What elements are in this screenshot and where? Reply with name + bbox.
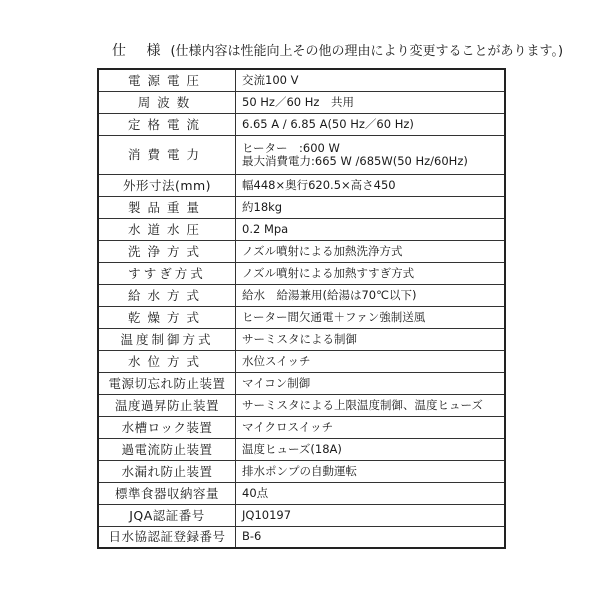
spec-label: 周波数: [98, 91, 236, 113]
spec-value: 水位スイッチ: [236, 350, 506, 372]
table-row: [98, 328, 505, 350]
table-row: [98, 504, 505, 526]
table-row: [98, 306, 505, 328]
table-row: [98, 69, 505, 91]
spec-title: 仕 様: [112, 43, 169, 59]
table-row: [98, 284, 505, 306]
table-row: [98, 91, 505, 113]
spec-value: ノズル噴射による加熱すすぎ方式: [236, 262, 506, 284]
spec-label: 温度制御方式: [98, 328, 236, 350]
spec-value: 排水ポンプの自動運転: [236, 460, 506, 482]
table-row: [98, 350, 505, 372]
spec-value: マイコン制御: [236, 372, 506, 394]
spec-label: 給水方式: [98, 284, 236, 306]
spec-label: 水漏れ防止装置: [98, 460, 236, 482]
table-row: [98, 526, 505, 548]
spec-value: 約18kg: [236, 196, 506, 218]
spec-value: 幅448×奥行620.5×高さ450: [236, 174, 506, 196]
spec-value: ヒーター間欠通電＋ファン強制送風: [236, 306, 506, 328]
table-row: [98, 113, 505, 135]
table-row: [98, 372, 505, 394]
table-row: [98, 196, 505, 218]
spec-value: 温度ヒューズ(18A): [236, 438, 506, 460]
spec-label: 標準食器収納容量: [98, 482, 236, 504]
spec-note: (仕様内容は性能向上その他の理由により変更することがあります。): [170, 44, 564, 59]
spec-label: 定格電流: [98, 113, 236, 135]
spec-value-line: 最大消費電力:665 W /685W(50 Hz/60Hz): [242, 153, 468, 168]
spec-label: JQA認証番号: [98, 504, 236, 526]
table-row: [98, 394, 505, 416]
spec-heading: [112, 40, 563, 60]
table-row: [98, 174, 505, 196]
spec-label: 水槽ロック装置: [98, 416, 236, 438]
spec-value: サーミスタによる制御: [236, 328, 506, 350]
table-row: [98, 438, 505, 460]
spec-value: B-6: [236, 526, 506, 548]
table-row: [98, 218, 505, 240]
table-row: [98, 460, 505, 482]
table-row: [98, 135, 505, 174]
spec-value-line: ヒーター :600 W: [242, 140, 340, 155]
spec-value: 0.2 Mpa: [236, 218, 506, 240]
spec-label: 電源電圧: [98, 69, 236, 91]
table-row: [98, 416, 505, 438]
spec-value: マイクロスイッチ: [236, 416, 506, 438]
spec-label: 乾燥方式: [98, 306, 236, 328]
spec-value: [236, 135, 506, 174]
spec-value: 40点: [236, 482, 506, 504]
spec-value: 6.65 A / 6.85 A(50 Hz／60 Hz): [236, 113, 506, 135]
spec-value: 交流100 V: [236, 69, 506, 91]
table-row: [98, 240, 505, 262]
spec-label: 水道水圧: [98, 218, 236, 240]
spec-table: [97, 68, 506, 549]
spec-value: 給水 給湯兼用(給湯は70℃以下): [236, 284, 506, 306]
spec-value: 50 Hz／60 Hz 共用: [236, 91, 506, 113]
spec-label: 温度過昇防止装置: [98, 394, 236, 416]
spec-value: ノズル噴射による加熱洗浄方式: [236, 240, 506, 262]
spec-value: JQ10197: [236, 504, 506, 526]
spec-label: 電源切忘れ防止装置: [98, 372, 236, 394]
spec-label: 外形寸法(mm): [98, 174, 236, 196]
spec-label: すすぎ方式: [98, 262, 236, 284]
spec-label: 日水協認証登録番号: [98, 526, 236, 548]
spec-label: 過電流防止装置: [98, 438, 236, 460]
table-row: [98, 262, 505, 284]
spec-label: 洗浄方式: [98, 240, 236, 262]
spec-label: 消費電力: [98, 135, 236, 174]
spec-value: サーミスタによる上限温度制御、温度ヒューズ: [236, 394, 506, 416]
table-row: [98, 482, 505, 504]
spec-label: 水位方式: [98, 350, 236, 372]
spec-label: 製品重量: [98, 196, 236, 218]
